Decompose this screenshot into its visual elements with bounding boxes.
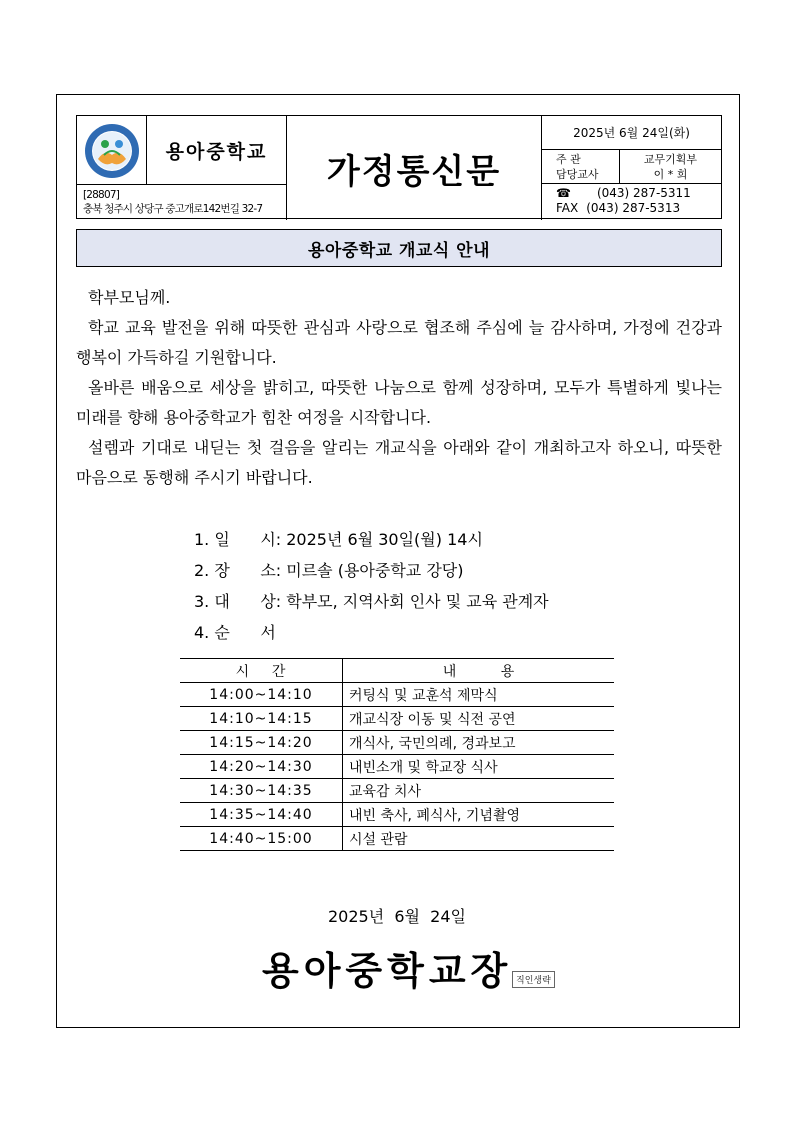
role-teacher: 담당교사 (556, 168, 599, 181)
school-block (77, 116, 287, 220)
paragraph-3: 설렘과 기대로 내딛는 첫 걸음을 알리는 개교식을 아래와 같이 개최하고자 하오니, 따뜻한 마음으로 동행해 주시기 바랍니다. (76, 438, 722, 487)
content-cell: 교육감 치사 (343, 779, 615, 803)
detail-date: 1. 일 시: 2025년 6월 30일(월) 14시 (194, 530, 483, 549)
letter-body (76, 283, 722, 493)
address-line: 충북 청주시 상당구 중고개로142번길 32-7 (83, 203, 263, 215)
time-cell: 14:10~14:15 (180, 707, 343, 731)
header-content: 내 용 (343, 659, 615, 683)
content-cell: 개교식장 이동 및 식전 공연 (343, 707, 615, 731)
staff-values (620, 150, 721, 185)
content-cell: 내빈소개 및 학교장 식사 (343, 755, 615, 779)
role-supervisor: 주 관 (556, 153, 581, 166)
content-cell: 커팅식 및 교훈석 제막식 (343, 683, 615, 707)
paragraph-1: 학교 교육 발전을 위해 따뜻한 관심과 사랑으로 협조해 주심에 늘 감사하며, 가정에 건강과 행복이 가득하길 기원합니다. (76, 318, 722, 367)
phone-icon: ☎ (556, 186, 571, 200)
detail-place: 2. 장 소: 미르솔 (용아중학교 강당) (194, 561, 464, 580)
info-block (542, 116, 721, 220)
paragraph-2: 올바른 배움으로 세상을 밝히고, 따뜻한 나눔으로 함께 성장하며, 모두가 특별하게 빛나는 미래를 향해 용아중학교가 힘찬 여정을 시작합니다. (76, 378, 722, 427)
document-type-title: 가정통신문 (287, 116, 542, 220)
department: 교무기획부 (643, 153, 698, 166)
notice-title: 용아중학교 개교식 안내 (76, 229, 722, 267)
signing-date: 2025년 6월 24일 (328, 907, 466, 926)
table-row (180, 683, 614, 707)
staff-row (542, 150, 721, 184)
school-logo-cell (77, 116, 147, 185)
time-cell: 14:35~14:40 (180, 803, 343, 827)
content-cell: 개식사, 국민의례, 경과보고 (343, 731, 615, 755)
address-code: [28807] (83, 189, 119, 201)
principal-signature: 용아중학교장 (262, 949, 513, 993)
header (76, 115, 722, 219)
table-row (180, 803, 614, 827)
schedule-header-row (180, 659, 614, 683)
school-logo-icon (84, 123, 140, 179)
issue-date: 2025년 6월 24일(화) (542, 116, 721, 150)
table-row (180, 731, 614, 755)
fax-number: (043) 287-5313 (586, 201, 681, 215)
time-cell: 14:00~14:10 (180, 683, 343, 707)
detail-order: 4. 순 서 (194, 623, 276, 642)
seal-omitted-stamp: 직인생략 (512, 971, 555, 988)
time-cell: 14:30~14:35 (180, 779, 343, 803)
greeting: 학부모님께. (88, 288, 171, 307)
contact-info (556, 186, 691, 216)
phone-number: (043) 287-5311 (596, 186, 691, 200)
table-row (180, 755, 614, 779)
staff-roles (542, 150, 620, 183)
table-row (180, 707, 614, 731)
school-name: 용아중학교 (147, 116, 286, 185)
table-row (180, 827, 614, 851)
time-cell: 14:20~14:30 (180, 755, 343, 779)
time-cell: 14:15~14:20 (180, 731, 343, 755)
table-row (180, 779, 614, 803)
fax-label: FAX (556, 201, 579, 215)
content-cell: 내빈 축사, 폐식사, 기념촬영 (343, 803, 615, 827)
teacher-name: 이 * 희 (653, 168, 688, 181)
schedule-table (180, 658, 614, 851)
content-cell: 시설 관람 (343, 827, 615, 851)
time-cell: 14:40~15:00 (180, 827, 343, 851)
header-time: 시 간 (180, 659, 343, 683)
detail-audience: 3. 대 상: 학부모, 지역사회 인사 및 교육 관계자 (194, 592, 549, 611)
school-address (83, 188, 262, 216)
event-details (194, 524, 549, 648)
